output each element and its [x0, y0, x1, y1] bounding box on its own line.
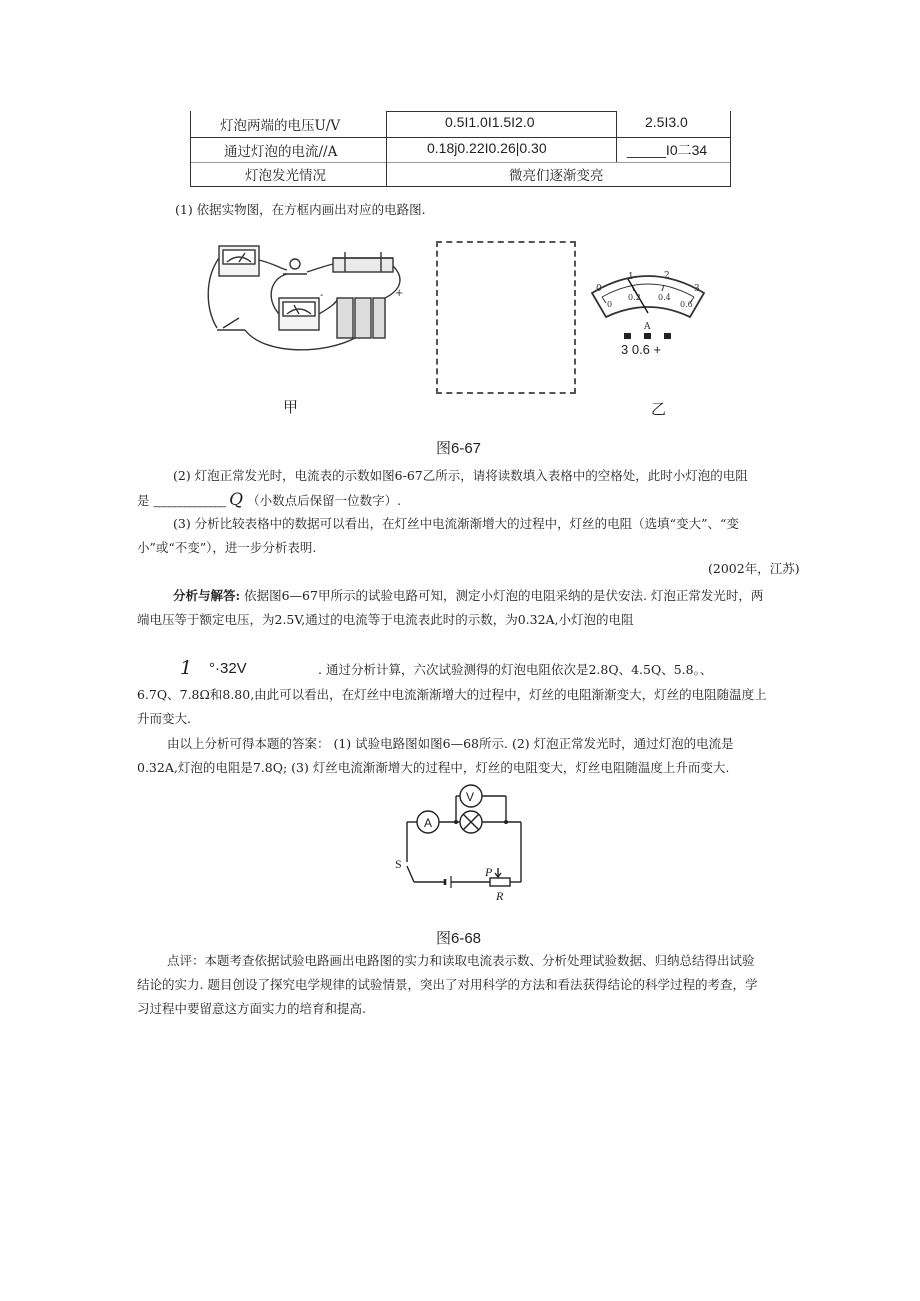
scale-top-0: 0: [596, 284, 602, 294]
row2-values-b: _____I0二34: [627, 142, 708, 158]
comment: 点评：本题考查依据试验电路画出电路图的实力和读取电流表示数、分析处理试验数据、归纳总结得出试验 结论的实力. 题目创设了探究电学规律的试验情景，突出了对用科学的方法和看法获得结论的科学过程的考查，学 习过程中要留意这方面实力的培育和提高.: [137, 953, 758, 1016]
analysis: 分析与解答: 依据图6—67甲所示的试验电路可知，测定小灯泡的电阻采纳的是伏安法. 灯泡正常发光时，两 端电压等于额定电压，为2.5V,通过的电流等于电流表此时的示数，为0.32A,小灯泡的电阻: [137, 588, 764, 627]
caption-fig-6-67: 图6-67: [436, 440, 482, 457]
scale-top-2: 2: [664, 271, 670, 281]
question-1: (1) 依据实物图，在方框内画出对应的电路图.: [175, 202, 426, 217]
analysis-result: 6.7Q、7.8Ω和8.80,由此可以看出，在灯丝中电流渐渐增大的过程中，灯丝的电阻渐渐变大，灯丝的电阻随温度上 升而变大.: [137, 687, 767, 726]
label-rheostat-R: R: [496, 889, 504, 903]
caption-fig-6-68: 图6-68: [436, 930, 482, 947]
row3-value: 微亮们逐渐变亮: [509, 168, 604, 184]
label-switch-S: S: [395, 857, 402, 871]
row1-label: 灯泡两端的电压U/V: [220, 118, 341, 134]
label-yi: 乙: [651, 400, 667, 418]
analysis-calculation: . 通过分析计算，六次试验测得的灯泡电阻依次是2.8Q、4.5Q、5.8。、: [318, 662, 713, 677]
apparatus-diagram: [205, 238, 415, 368]
row2-label: 通过灯泡的电流//A: [224, 144, 338, 160]
row1-values-a: 0.5I1.0I1.5I2.0: [445, 114, 535, 130]
scale-bottom-2: 0.4: [658, 293, 671, 302]
label-voltmeter-V: V: [466, 790, 475, 804]
scale-bottom-3: 0.6: [680, 300, 693, 309]
answer: 由以上分析可得本题的答案： (1) 试验电路图如图6—68所示. (2) 灯泡正常发光时，通过灯泡的电流是 0.32A,灯泡的电阻是7.8Q; (3) 灯丝电流渐渐增大的过程中，灯丝的电阻变大，灯丝电阻随温度上升而变大.: [137, 736, 734, 775]
label-slider-P: P: [485, 865, 493, 879]
source-note: (2002年，江苏): [708, 561, 800, 576]
row1-values-b: 2.5I3.0: [645, 114, 688, 130]
scale-bottom-0: 0: [607, 300, 613, 309]
formula-symbol: 1: [180, 657, 193, 679]
ammeter-dial: [588, 265, 708, 360]
row3-label: 灯泡发光情况: [245, 168, 326, 184]
scale-top-1: 1: [628, 272, 634, 282]
answer-blank: ______________: [153, 496, 226, 508]
scale-top-3: 3: [694, 284, 700, 294]
question-3: (3) 分析比较表格中的数据可以看出，在灯丝中电流渐渐增大的过程中，灯丝的电阻（选填“变大”、“变 小”或“不变”），进一步分析表明.: [137, 516, 739, 555]
data-table: [190, 111, 731, 187]
row2-values-a: 0.18j0.22I0.26|0.30: [427, 140, 547, 156]
question-2: (2) 灯泡正常发光时，电流表的示数如图6-67乙所示，请将读数填入表格中的空格处，此时小灯泡的电阻 是 ______________ Q （小数点后保留一位数字）.: [137, 468, 748, 510]
meter-unit: A: [644, 322, 651, 332]
circuit-drawing-box: [436, 241, 576, 394]
label-jia: 甲: [283, 398, 299, 416]
label-ammeter-A: A: [424, 816, 433, 830]
circuit-diagram: [390, 782, 530, 906]
formula-value: °·32V: [209, 660, 247, 677]
svg-text:-: -: [320, 290, 324, 301]
svg-text:+: +: [395, 288, 404, 299]
meter-terminals: 3 0.6 +: [621, 342, 662, 357]
scale-bottom-1: 0.2: [628, 293, 641, 302]
